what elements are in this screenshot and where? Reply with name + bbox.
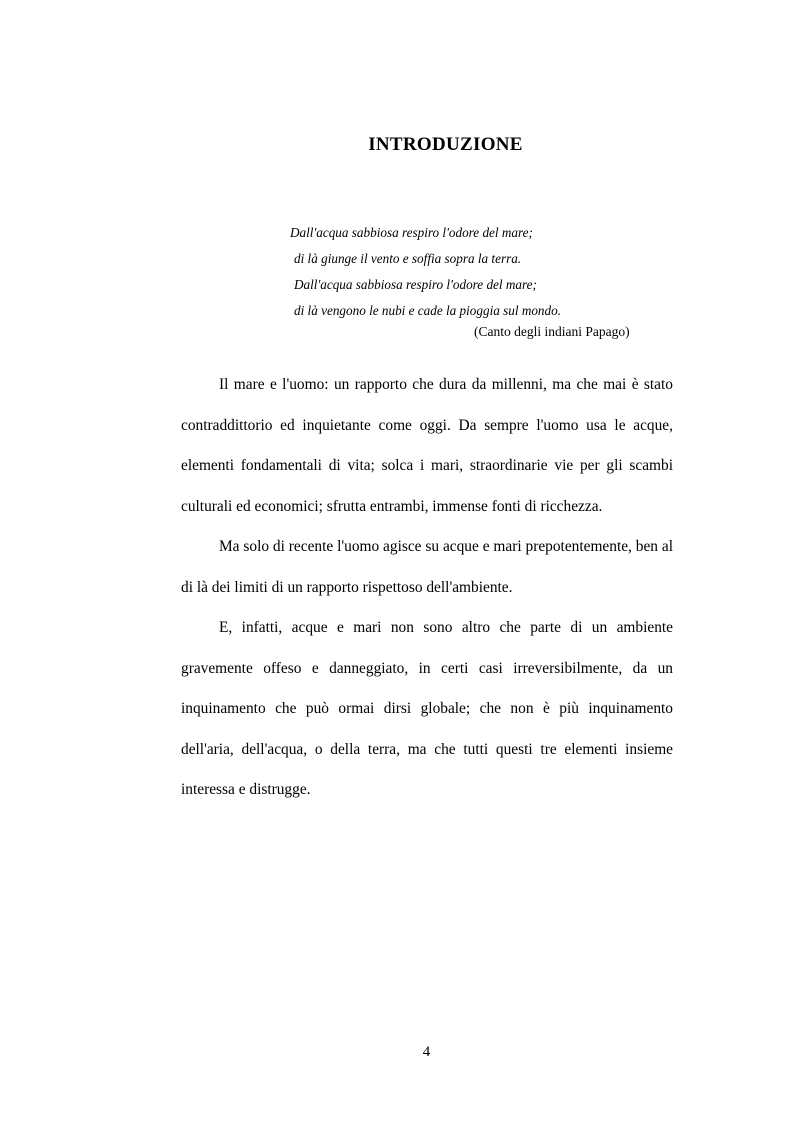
epigraph xyxy=(286,220,646,324)
epigraph-line: Dall'acqua sabbiosa respiro l'odore del mare; xyxy=(290,225,533,240)
page-number: 4 xyxy=(422,1044,431,1060)
chapter-title: INTRODUZIONE xyxy=(368,134,523,155)
epigraph-line: Dall'acqua sabbiosa respiro l'odore del mare; xyxy=(294,277,537,292)
paragraph: Ma solo di recente l'uomo agisce su acque e mari prepotentemente, ben al di là dei limiti di un rapporto rispettoso dell'ambiente. xyxy=(181,538,673,596)
body-text xyxy=(181,365,673,811)
epigraph-attribution: (Canto degli indiani Papago) xyxy=(474,324,630,339)
epigraph-line: di là vengono le nubi e cade la pioggia sul mondo. xyxy=(294,303,562,318)
paragraph: E, infatti, acque e mari non sono altro che parte di un ambiente gravemente offeso e danneggiato, in certi casi irreversibilmente, da un inquinamento che può ormai dirsi globale; che non è più inquinamento dell'aria, dell'acqua, o della terra, ma che tutti questi tre elementi insieme interessa e distrugge. xyxy=(181,619,673,798)
epigraph-line: di là giunge il vento e soffia sopra la terra. xyxy=(294,251,522,266)
paragraph: Il mare e l'uomo: un rapporto che dura da millenni, ma che mai è stato contraddittorio ed inquietante come oggi. Da sempre l'uomo usa le acque, elementi fondamentali di vita; solca i mari, straordinarie vie per gli scambi culturali ed economici; sfrutta entrambi, immense fonti di ricchezza. xyxy=(181,376,673,515)
